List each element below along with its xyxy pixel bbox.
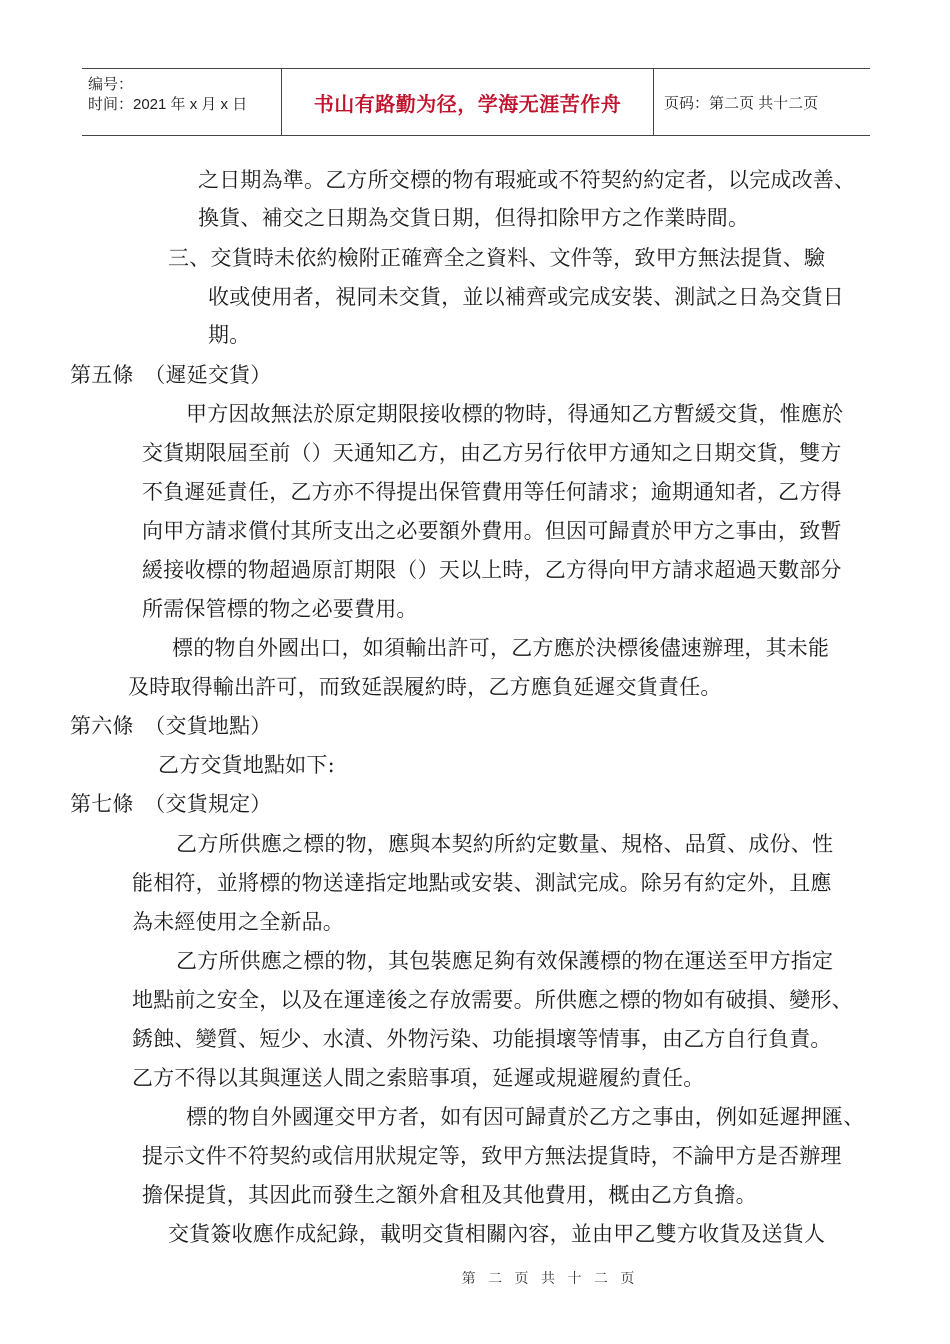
- text-line: 及時取得輸出許可，而致延誤履約時，乙方應負延遲交貨責任。: [128, 675, 722, 699]
- text-line: 地點前之安全，以及在運達後之存放需要。所供應之標的物如有破損、變形、: [132, 988, 853, 1012]
- text-line: 乙方不得以其與運送人間之索賠事項，延遲或規避履約責任。: [132, 1066, 705, 1090]
- doc-number-label: 编号：: [88, 76, 134, 93]
- page-footer: 第 二 页 共 十 二 页: [461, 1271, 639, 1287]
- text-line: 標的物自外國運交甲方者，如有因可歸責於乙方之事由，例如延遲押匯、: [186, 1105, 865, 1129]
- text-line: 所需保管標的物之必要費用。: [142, 597, 418, 621]
- text-line: 緩接收標的物超過原訂期限（）天以上時，乙方得向甲方請求超過天數部分: [142, 558, 842, 582]
- article-heading: 第五條 （遲延交貨）: [70, 363, 272, 387]
- text-line: 換貨、補交之日期為交貨日期，但得扣除甲方之作業時間。: [198, 206, 750, 230]
- header-page-info: [654, 69, 870, 135]
- motto-text: 书山有路勤为径，学海无涯苦作舟: [313, 91, 622, 116]
- text-line: 標的物自外國出口，如須輸出許可，乙方應於決標後儘速辦理，其未能: [172, 636, 830, 660]
- text-line: 交貨期限屆至前（）天通知乙方，由乙方另行依甲方通知之日期交貨，雙方: [142, 441, 842, 465]
- text-line: 甲方因故無法於原定期限接收標的物時，得通知乙方暫緩交貨，惟應於: [186, 402, 844, 426]
- article-heading: 第七條 （交貨規定）: [70, 792, 272, 816]
- page-number-label: 页码：第二页 共十二页: [664, 94, 819, 112]
- text-line: 不負遲延責任，乙方亦不得提出保管費用等任何請求；逾期通知者，乙方得: [142, 480, 842, 504]
- text-line: 提示文件不符契約或信用狀規定等，致甲方無法提貨時，不論甲方是否辦理: [142, 1144, 842, 1168]
- text-line: 之日期為準。乙方所交標的物有瑕疵或不符契約約定者，以完成改善、: [198, 168, 856, 192]
- page-header: [82, 68, 870, 136]
- doc-date-label: 时间：2021 年 x 月 x 日: [88, 96, 248, 113]
- article-heading: 第六條 （交貨地點）: [70, 714, 272, 738]
- text-line: 期。: [208, 323, 251, 347]
- text-line: 交貨簽收應作成紀錄，載明交貨相關內容，並由甲乙雙方收貨及送貨人: [168, 1222, 826, 1246]
- header-meta: [82, 69, 282, 135]
- text-line: 收或使用者，視同未交貨，並以補齊或完成安裝、測試之日為交貨日: [208, 285, 844, 309]
- text-line: 乙方交貨地點如下:: [158, 753, 335, 777]
- text-line: 擔保提貨，其因此而發生之額外倉租及其他費用，概由乙方負擔。: [142, 1183, 757, 1207]
- text-line: 乙方所供應之標的物，其包裝應足夠有效保護標的物在運送至甲方指定: [176, 949, 834, 973]
- header-motto: [282, 69, 654, 135]
- text-line: 銹蝕、變質、短少、水漬、外物污染、功能損壞等情事，由乙方自行負責。: [132, 1027, 832, 1051]
- text-line: 能相符，並將標的物送達指定地點或安裝、測試完成。除另有約定外，且應: [132, 871, 832, 895]
- text-line: 乙方所供應之標的物，應與本契約所約定數量、規格、品質、成份、性: [176, 832, 834, 856]
- text-line: 向甲方請求償付其所支出之必要額外費用。但因可歸責於甲方之事由，致暫: [142, 519, 842, 543]
- text-line: 三、交貨時未依約檢附正確齊全之資料、文件等，致甲方無法提貨、驗: [168, 246, 826, 270]
- text-line: 為未經使用之全新品。: [132, 910, 344, 934]
